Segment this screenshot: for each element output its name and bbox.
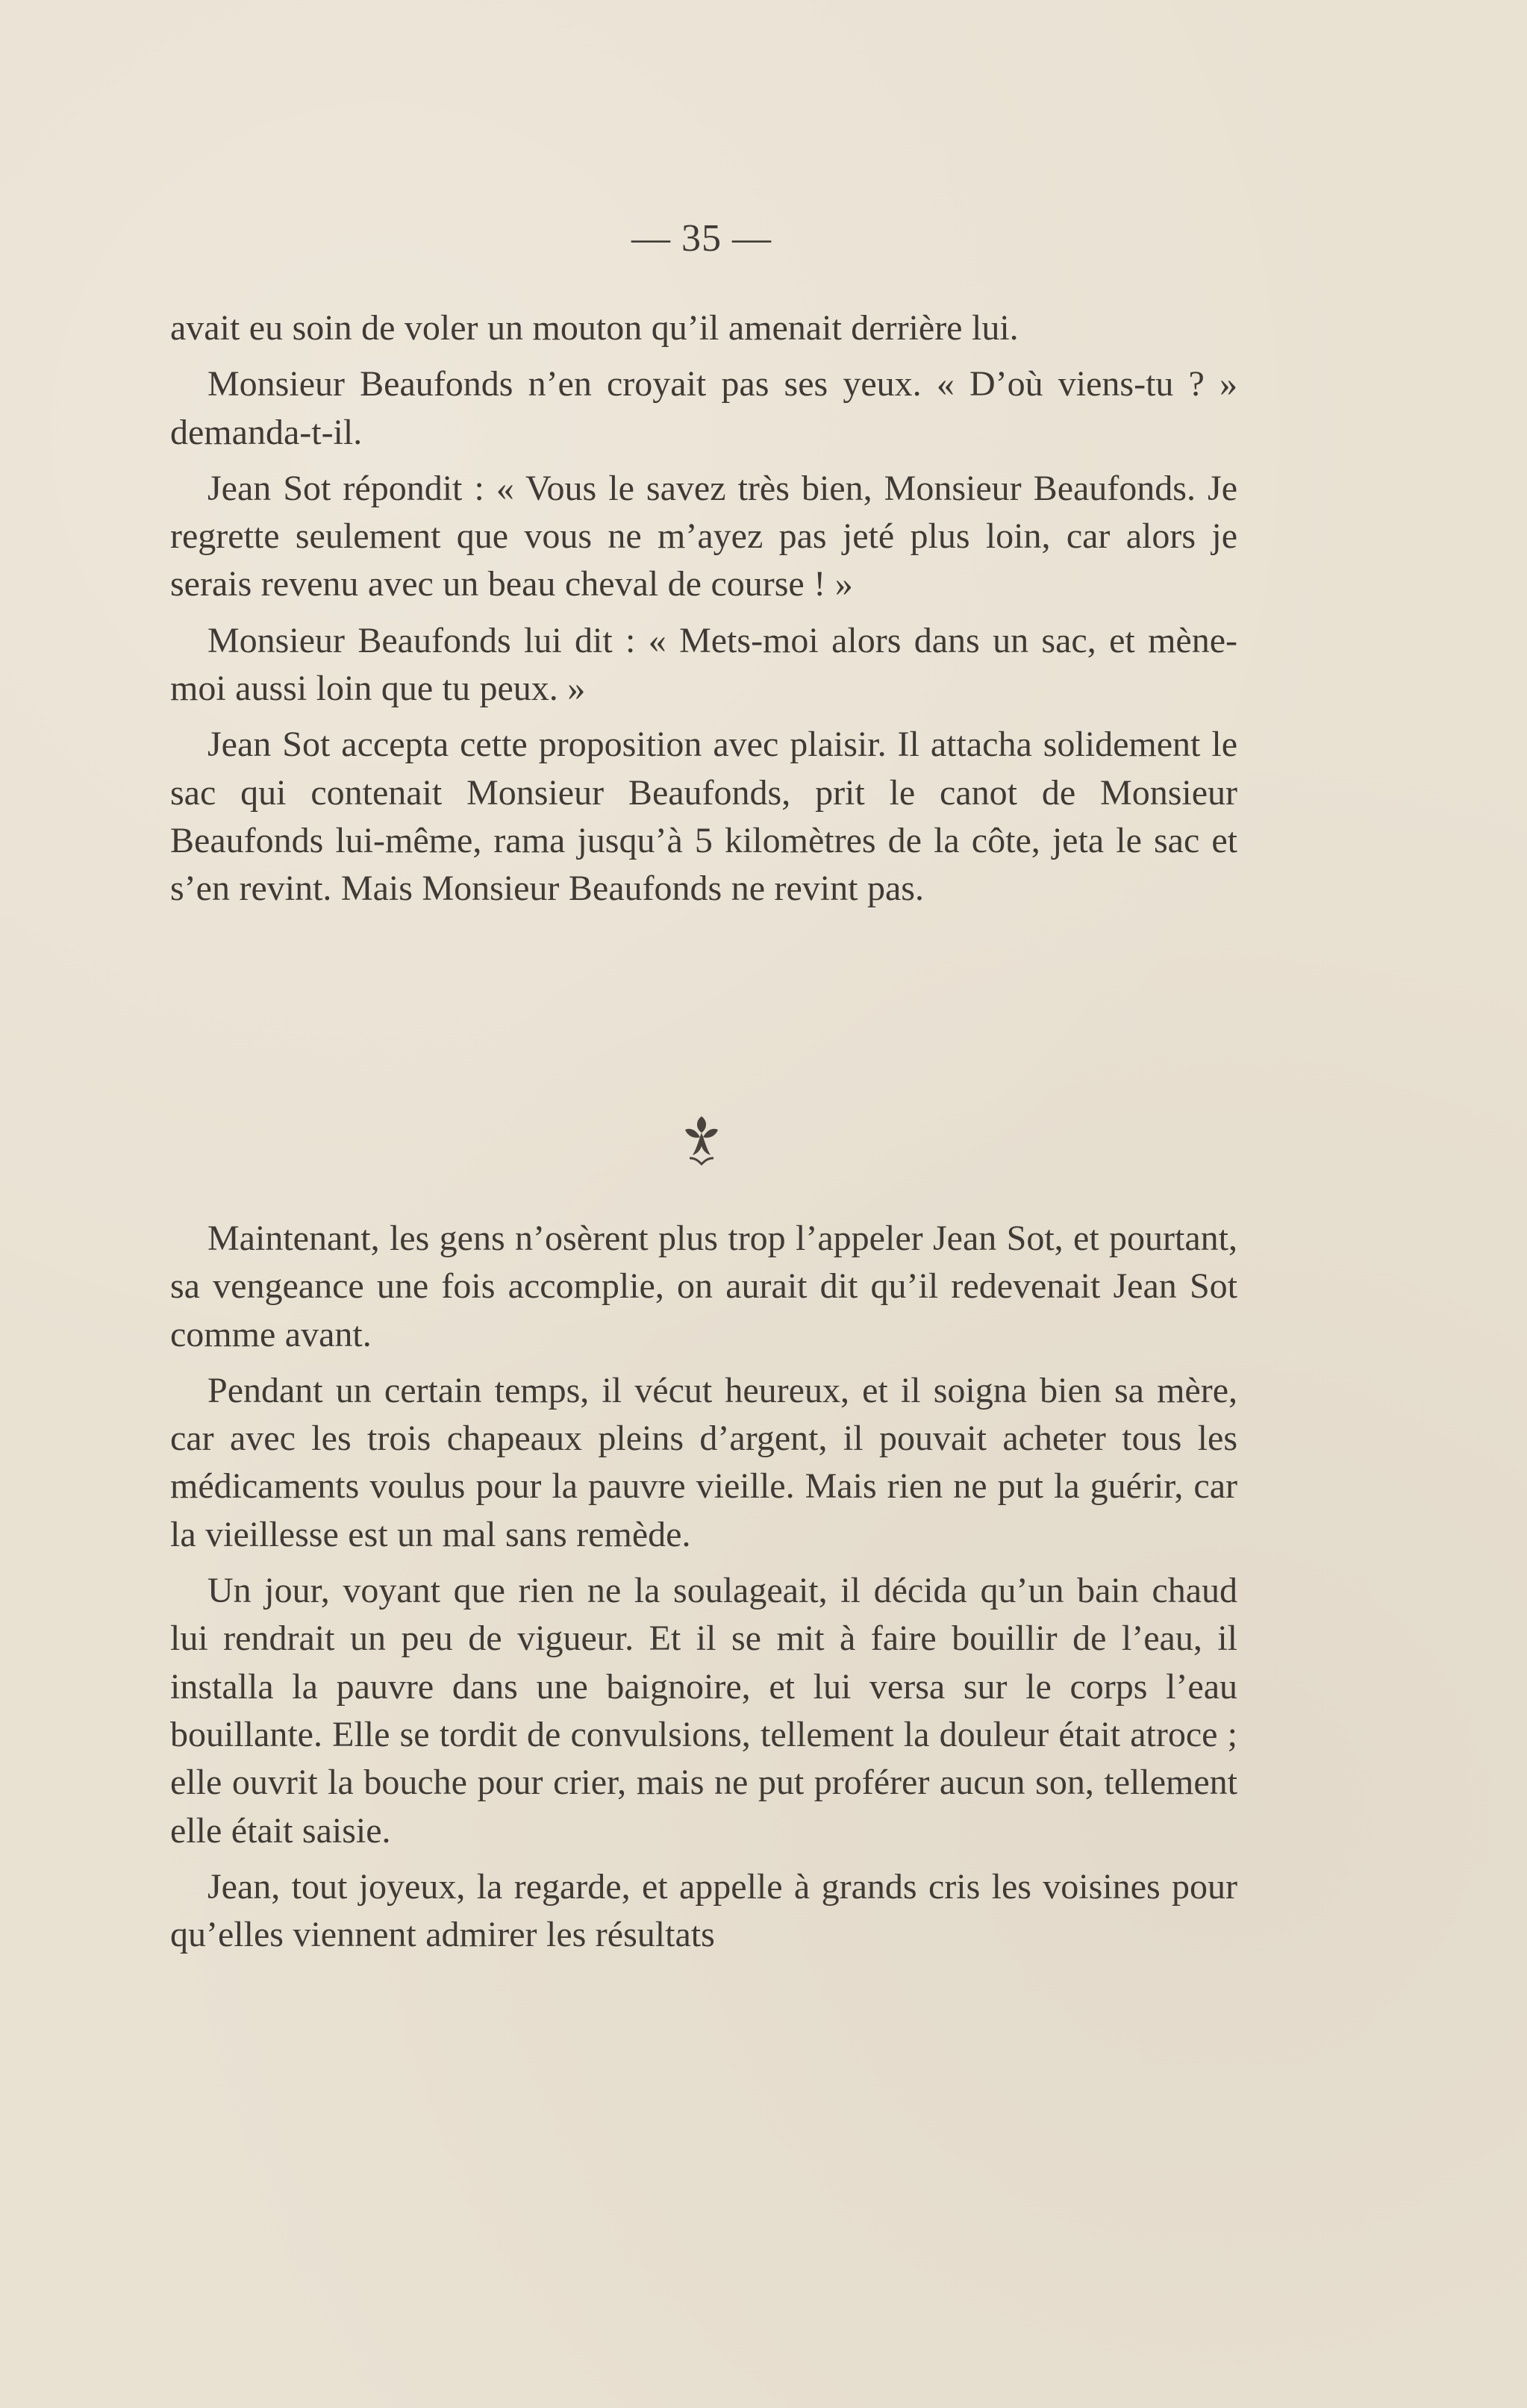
paragraph-6: Maintenant, les gens n’osèrent plus trop l’appeler Jean Sot, et pourtant, sa vengeance une fois accomplie, on aurait dit qu’il redevenait Jean Sot comme avant. (170, 1219, 1237, 1354)
paragraph-2: Monsieur Beaufonds n’en croyait pas ses yeux. « D’où viens-tu ? » demanda-t-il. (170, 364, 1237, 452)
paragraph-1: avait eu soin de voler un mouton qu’il amenait derrière lui. (170, 308, 1019, 348)
paragraph-5: Jean Sot accepta cette proposition avec plaisir. Il attacha solidement le sac qui contenait Monsieur Beaufonds, prit le canot de Monsieur Beaufonds lui-même, rama jusqu’à 5 kilomètres de la côte, jeta le sac et s’en revint. Mais Monsieur Beaufonds ne revint pas. (170, 725, 1237, 909)
fleuron-icon (675, 1110, 728, 1170)
page-number: — 35 — (631, 217, 772, 260)
paragraph-8: Un jour, voyant que rien ne la soulageait, il décida qu’un bain chaud lui rendrait un peu de vigueur. Et il se mit à faire bouillir de l’eau, il installa la pauvre dans une baignoire, et lui versa sur le corps l’eau bouillante. Elle se tordit de convulsions, tellement la douleur était atroce ; elle ouvrit la bouche pour crier, mais ne put proférer aucun son, tellement elle était saisie. (170, 1571, 1237, 1851)
paragraph-3: Jean Sot répondit : « Vous le savez très bien, Monsieur Beaufonds. Je regrette seulement que vous ne m’ayez pas jeté plus loin, car alors je serais revenu avec un beau cheval de course ! » (170, 468, 1237, 604)
paragraph-4: Monsieur Beaufonds lui dit : « Mets-moi alors dans un sac, et mène-moi aussi loin que tu peux. » (170, 620, 1237, 709)
paragraph-9: Jean, tout joyeux, la regarde, et appelle à grands cris les voisines pour qu’elles viennent admirer les résultats (170, 1866, 1237, 1955)
text-block-bottom (170, 1215, 1237, 1959)
paragraph-7: Pendant un certain temps, il vécut heureux, et il soigna bien sa mère, car avec les trois chapeaux pleins d’argent, il pouvait acheter tous les médicaments voulus pour la pauvre vieille. Mais rien ne put la guérir, car la vieillesse est un mal sans remède. (170, 1370, 1237, 1554)
text-block-top (170, 304, 1237, 913)
